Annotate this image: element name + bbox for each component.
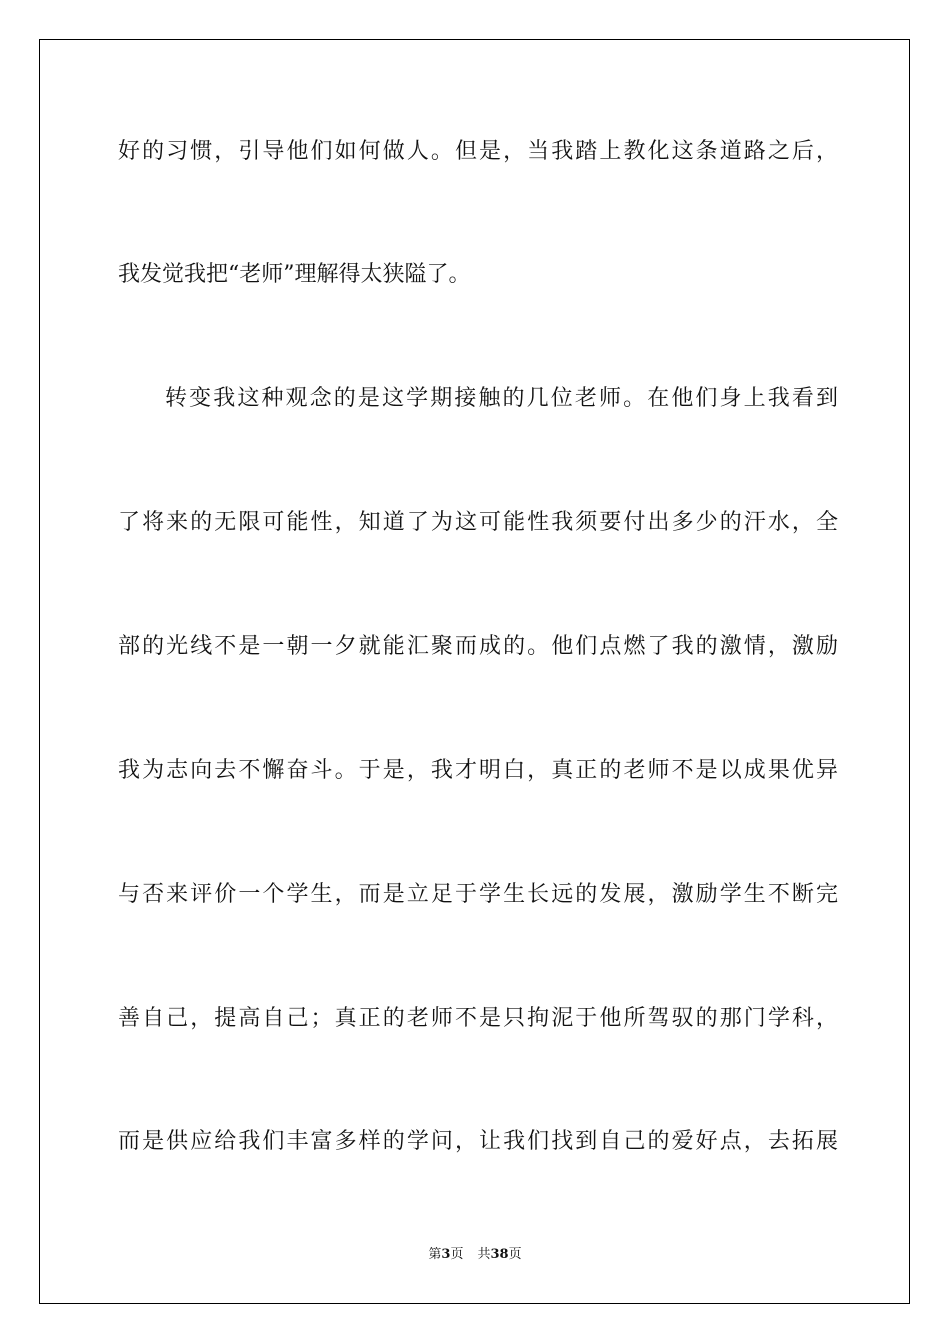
footer-total-suffix: 页: [508, 1247, 522, 1262]
body-text-line-8: 善自己，提高自己；真正的老师不是只拘泥于他所驾驭的那门学科，: [118, 1006, 838, 1031]
body-text-line-5: 部的光线不是一朝一夕就能汇聚而成的。他们点燃了我的激情，激励: [118, 634, 838, 659]
footer-page-number: 3: [441, 1247, 451, 1262]
body-text-line-7: 与否来评价一个学生，而是立足于学生长远的发展，激励学生不断完: [118, 882, 838, 907]
footer-total-prefix: 共: [477, 1247, 491, 1262]
footer-total-pages: 38: [490, 1247, 509, 1262]
footer-page-suffix: 页: [450, 1247, 464, 1262]
page-footer: [0, 1246, 950, 1264]
body-text-line-1: 好的习惯，引导他们如何做人。但是，当我踏上教化这条道路之后，: [118, 139, 838, 164]
body-text-line-2: 我发觉我把“老师”理解得太狭隘了。: [118, 262, 471, 287]
body-text-line-6: 我为志向去不懈奋斗。于是，我才明白，真正的老师不是以成果优异: [118, 758, 838, 783]
body-text-line-9: 而是供应给我们丰富多样的学问，让我们找到自己的爱好点，去拓展: [118, 1129, 838, 1154]
page-border: [39, 39, 910, 1304]
footer-page-prefix: 第: [428, 1247, 442, 1262]
body-text-line-4: 了将来的无限可能性，知道了为这可能性我须要付出多少的汗水，全: [118, 510, 838, 535]
body-text-line-3: 转变我这种观念的是这学期接触的几位老师。在他们身上我看到: [165, 386, 838, 411]
